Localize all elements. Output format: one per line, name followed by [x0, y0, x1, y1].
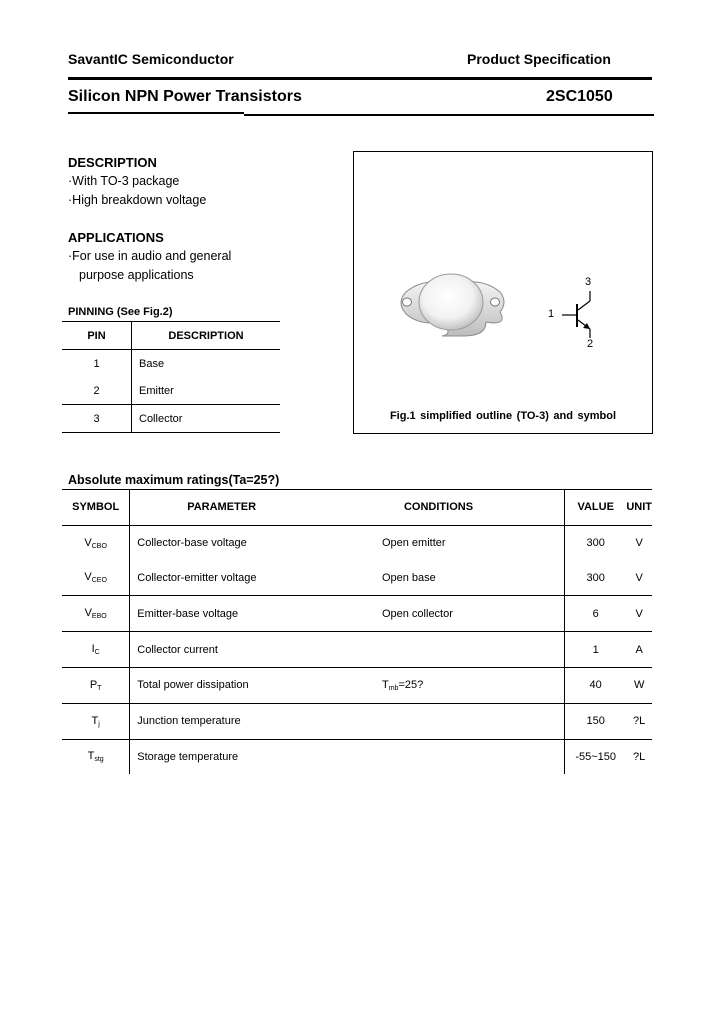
table-row: [62, 703, 652, 739]
rating-value: 300: [565, 525, 627, 560]
symbol-pin-label-emitter: 2: [587, 338, 594, 350]
symbol-pin-label-collector: 3: [585, 276, 592, 288]
applications-title: APPLICATIONS: [68, 230, 164, 245]
rating-unit: W: [633, 679, 645, 692]
header-rule-right: [244, 114, 654, 116]
table-row: [62, 596, 652, 632]
symbol-subscript: CBO: [91, 542, 107, 550]
rating-symbol: [62, 525, 130, 560]
header-rule-left: [68, 112, 244, 114]
condition-text: T: [381, 678, 389, 691]
rating-parameter: Collector-base voltage: [137, 537, 247, 550]
rating-condition: [313, 703, 565, 739]
rating-parameter: Collector-emitter voltage: [137, 571, 257, 584]
symbol-main: V: [84, 536, 92, 549]
conditions-column-header: CONDITIONS: [403, 501, 474, 514]
table-row: [62, 561, 652, 596]
description-column-header: DESCRIPTION: [168, 329, 244, 342]
rating-unit: A: [635, 643, 643, 656]
rating-condition: [313, 525, 565, 560]
description-title: DESCRIPTION: [68, 155, 157, 170]
rating-value: 40: [565, 667, 627, 703]
unit-column-header: UNIT: [626, 501, 652, 514]
npn-transistor-symbol: [354, 152, 652, 433]
symbol-main: I: [91, 643, 95, 656]
symbol-main: T: [91, 714, 99, 727]
value-column-header: VALUE: [565, 490, 627, 525]
symbol-subscript: T: [97, 684, 102, 692]
rating-symbol: [62, 596, 130, 632]
table-row: [62, 632, 652, 668]
rating-value: 300: [565, 561, 627, 596]
rating-value: -55~150: [565, 739, 627, 774]
pin-number: 3: [62, 405, 132, 433]
description-item: ·High breakdown voltage: [68, 193, 207, 207]
rating-symbol: [62, 667, 130, 703]
rating-unit: V: [635, 537, 643, 550]
table-row: [62, 350, 280, 378]
symbol-main: P: [89, 678, 98, 691]
applications-line: ·For use in audio and general: [68, 249, 232, 263]
figure-caption: Fig.1 simplified outline (TO-3) and symbol: [389, 410, 617, 422]
pin-column-header: PIN: [62, 322, 132, 350]
rating-condition: [313, 667, 565, 703]
pin-description: Base: [139, 357, 165, 370]
rating-value: 150: [565, 703, 627, 739]
rating-symbol: [62, 561, 130, 596]
rating-value: 6: [565, 596, 627, 632]
ratings-title: Absolute maximum ratings(Ta=25?): [68, 473, 280, 487]
symbol-subscript: EBO: [91, 613, 107, 621]
condition-subscript: mb: [388, 684, 399, 692]
figure-box: [353, 151, 653, 434]
pin-number: 2: [62, 377, 132, 405]
condition-text: Open emitter: [381, 537, 446, 550]
part-number: 2SC1050: [546, 88, 613, 105]
pin-number: 1: [62, 350, 132, 378]
symbol-main: V: [84, 571, 92, 584]
description-item: ·With TO-3 package: [68, 174, 180, 188]
symbol-column-header: SYMBOL: [62, 490, 130, 525]
company-name: SavantIC Semiconductor: [68, 51, 234, 67]
rating-parameter: Emitter-base voltage: [137, 607, 239, 620]
symbol-subscript: j: [98, 720, 100, 728]
symbol-main: V: [84, 607, 92, 620]
product-line: Silicon NPN Power Transistors: [68, 88, 302, 105]
table-row: [62, 525, 652, 560]
rating-parameter: Storage temperature: [137, 750, 239, 763]
rating-parameter: Total power dissipation: [137, 679, 249, 692]
rating-value: 1: [565, 632, 627, 668]
table-row: [62, 739, 652, 774]
rating-condition: [313, 632, 565, 668]
rating-parameter: Junction temperature: [137, 715, 241, 728]
rating-unit: ?L: [633, 750, 646, 763]
symbol-subscript: C: [94, 649, 100, 657]
rating-unit: V: [635, 571, 643, 584]
rating-condition: [313, 596, 565, 632]
table-row: [62, 377, 280, 405]
pin-description: Emitter: [139, 384, 174, 397]
symbol-main: T: [87, 750, 95, 763]
rating-symbol: [62, 703, 130, 739]
rating-condition: [313, 561, 565, 596]
symbol-pin-label-base: 1: [548, 308, 555, 320]
table-row: [62, 667, 652, 703]
condition-text: Open collector: [381, 607, 453, 620]
rating-symbol: [62, 739, 130, 774]
pinning-title: PINNING (See Fig.2): [68, 306, 173, 318]
applications-line: purpose applications: [79, 268, 194, 282]
symbol-subscript: CEO: [91, 577, 107, 585]
pin-description: Collector: [139, 412, 183, 425]
document-type: Product Specification: [467, 51, 611, 67]
rating-condition: [313, 739, 565, 774]
rating-unit: V: [635, 607, 643, 620]
ratings-table: [62, 490, 652, 774]
rating-symbol: [62, 632, 130, 668]
symbol-subscript: stg: [94, 756, 104, 764]
rating-parameter: Collector current: [137, 643, 218, 656]
condition-text: Open base: [381, 571, 436, 584]
pinning-table: [62, 322, 280, 433]
condition-suffix: =25?: [398, 678, 424, 691]
parameter-column-header: PARAMETER: [187, 501, 257, 514]
header-rule-top: [68, 77, 652, 80]
rating-unit: ?L: [633, 715, 646, 728]
table-row: [62, 405, 280, 433]
